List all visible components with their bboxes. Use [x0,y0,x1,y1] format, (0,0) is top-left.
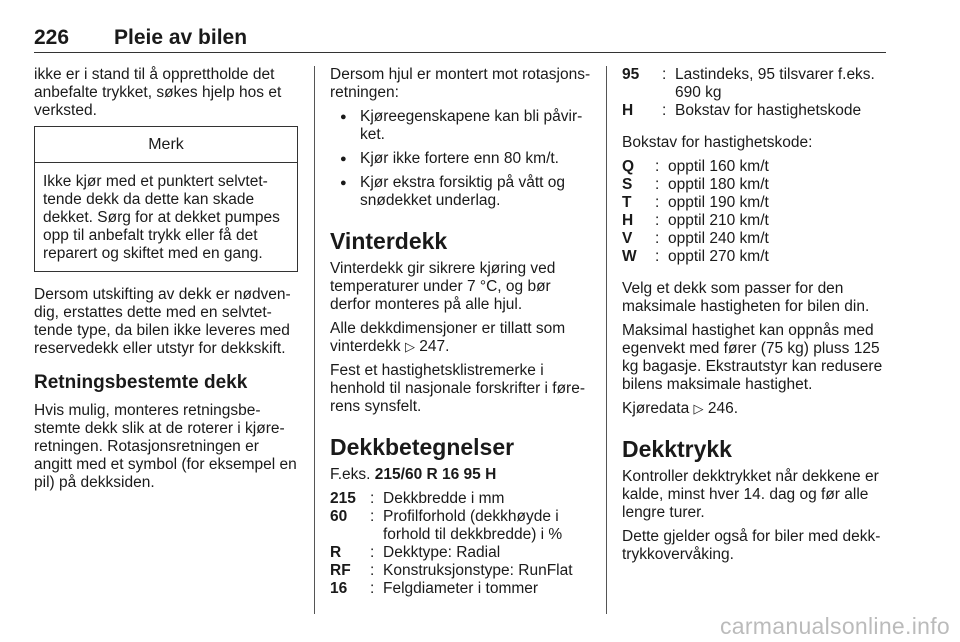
pressure-paragraph-2: Dette gjelder også for biler med dekk-trykkovervåking. [622,528,881,563]
pressure-paragraph-1: Kontroller dekktrykket når dekkene er kalde, minst hver 14. dag og før alle lengre turer. [622,468,879,521]
section-title-directional: Retningsbestemte dekk [34,372,248,393]
column-3 [622,66,890,570]
rotation-paragraph: Dersom hjul er montert mot rotasjons-retningen: [330,66,591,101]
winter-paragraph-2: Alle dekkdimensjoner er tillatt som vinterdekk ▷ 247. [330,320,566,355]
speed-code-row: Q : opptil 160 km/t [622,158,769,175]
note-heading: Merk [35,127,297,163]
note-body: Ikke kjør med et punktert selvtet-tende dekk da dette kan skade dekket. Sørg for at dekket pumpes opp til anbefalt trykk eller få det reparert og skiftet med en gang. [43,173,280,262]
bullet-list [330,108,592,210]
speed-code-row: H : opptil 210 km/t [622,212,769,229]
max-speed-paragraph: Maksimal hastighet kan oppnås med egenvekt med fører (75 kg) pluss 125 kg bagasje. Ekstrautstyr kan redusere bilens maksimale hastighet. [622,322,883,393]
speed-code-intro: Bokstav for hastighetskode: [622,134,813,151]
directional-paragraph: Hvis mulig, monteres retningsbe-stemte dekk slik at de roterer i kjøre-retningen. Rotasjonsretningen er angitt med et symbol (for eksempel en pil) på dekksiden. [34,402,297,491]
page-title: Pleie av bilen [114,26,248,49]
speed-code-row: S : opptil 180 km/t [622,176,769,193]
driving-data-reference: Kjøredata ▷ 246. [622,400,738,417]
section-title-pressure: Dekktrykk [622,436,732,462]
column-1 [34,66,298,498]
definition-row: H : Bokstav for hastighetskode [622,102,862,119]
choose-tyre-paragraph: Velg et dekk som passer for den maksimale hastigheten for bilen din. [622,280,870,315]
section-title-designations: Dekkbetegnelser [330,434,515,460]
watermark: carmanualsonline.info [719,613,950,639]
page-reference-link[interactable]: 246. [707,400,738,417]
definition-row: 95 : Lastindeks, 95 tilsvarer f.eks. 690 kg [622,66,875,101]
winter-paragraph-3: Fest et hastighetsklistremerke i henhold til nasjonale forskrifter i føre-rens synsfelt. [330,362,586,415]
replacement-paragraph: Dersom utskifting av dekk er nødven-dig, erstattes dette med en selvtet-tende type, da bilen ikke leveres med reservedekk eller utstyr for dekkskift. [34,286,291,357]
winter-paragraph-1: Vinterdekk gir sikrere kjøring ved temperaturer under 7 °C, og bør derfor monteres på alle hjul. [330,260,556,313]
speed-code-row: V : opptil 240 km/t [622,230,769,247]
speed-code-row: T : opptil 190 km/t [622,194,769,211]
column-divider [314,66,315,614]
list-item: ● Kjøreegenskapene kan bli påvir-ket. [330,108,592,144]
list-item: ● Kjør ekstra forsiktig på vått og snødekket underlag. [330,174,592,210]
intro-paragraph: ikke er i stand til å opprettholde det anbefalte trykket, søkes hjelp hos et verksted. [34,66,282,119]
speed-code-row: W : opptil 270 km/t [622,248,769,265]
definition-row: 60 : Profilforhold (dekkhøyde i forhold til dekkbredde) i % [330,508,563,543]
definition-list-continued [622,66,890,120]
column-divider [606,66,607,614]
definition-list [330,490,592,598]
definition-row: 215 : Dekkbredde i mm [330,490,505,507]
definition-row: 16 : Felgdiameter i tommer [330,580,539,597]
example-line: F.eks. 215/60 R 16 95 H [330,466,497,483]
reference-arrow-icon[interactable]: ▷ [693,401,704,416]
page-reference-link[interactable]: 247. [419,338,450,355]
definition-row: RF : Konstruksjonstype: RunFlat [330,562,573,579]
note-box [34,126,298,272]
page-number: 226 [34,26,70,49]
reference-arrow-icon[interactable]: ▷ [404,339,415,354]
page-header [34,26,886,53]
definition-row: R : Dekktype: Radial [330,544,501,561]
list-item: ● Kjør ikke fortere enn 80 km/t. [330,150,592,168]
column-2 [330,66,592,604]
section-title-winter: Vinterdekk [330,228,448,254]
speed-code-list [622,158,890,266]
example-value: 215/60 R 16 95 H [374,466,497,483]
